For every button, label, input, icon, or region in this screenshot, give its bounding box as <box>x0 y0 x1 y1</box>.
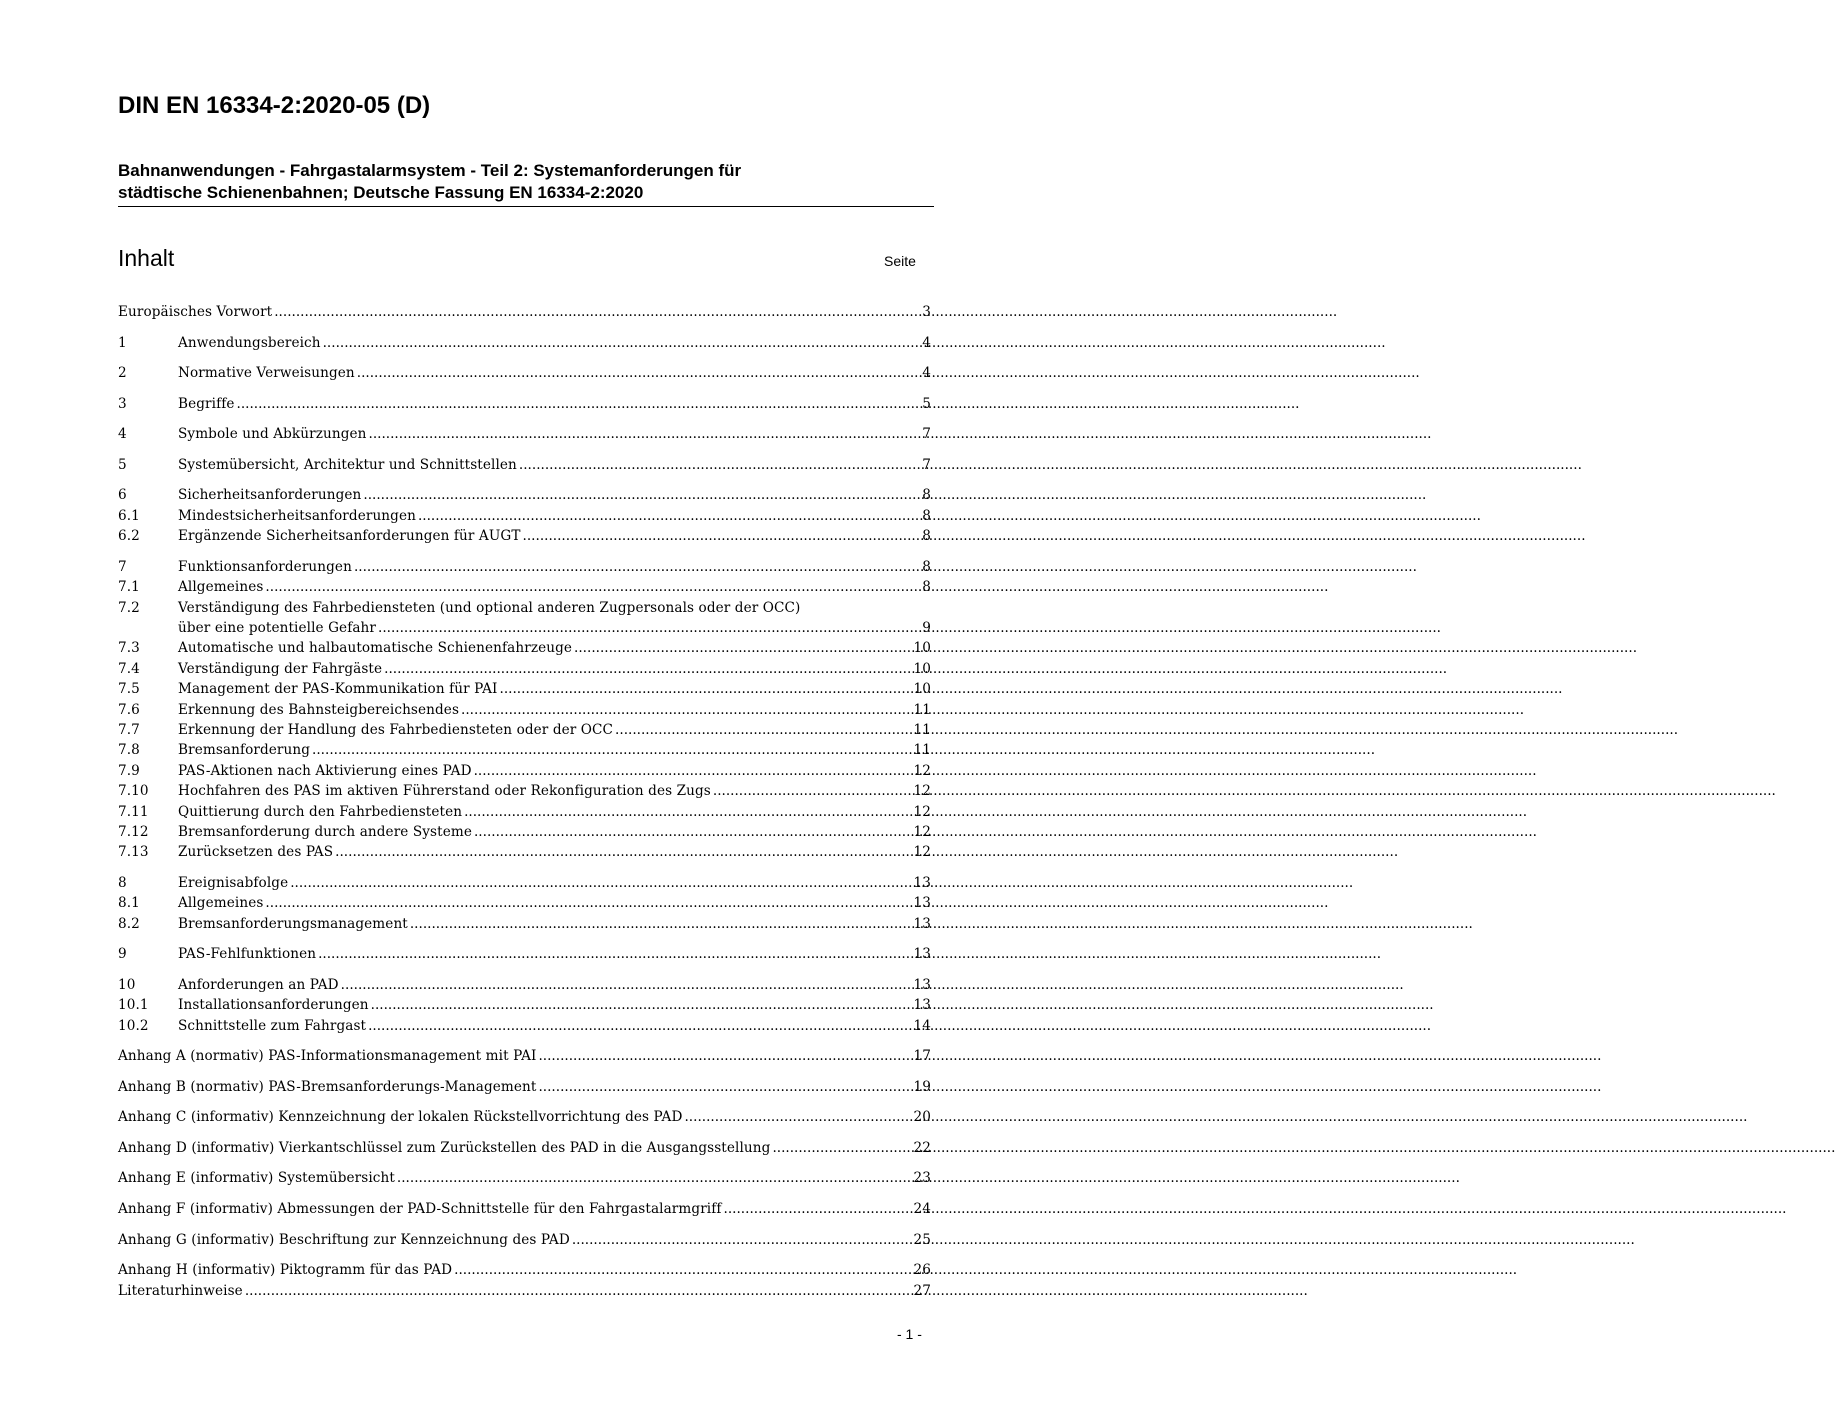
toc-entry-number: 9 <box>118 946 127 963</box>
toc-entry-number: 8.1 <box>118 895 140 912</box>
toc-entry[interactable] <box>118 485 931 505</box>
toc-entry-title: Anhang D (informativ) Vierkantschlüssel zum Zurückstellen des PAD in die Ausgangsstellung <box>118 1139 771 1156</box>
toc-entry-continuation[interactable] <box>118 618 931 638</box>
toc-dot-leader <box>770 1138 913 1158</box>
toc-dot-leader <box>472 822 914 842</box>
toc-dot-leader <box>361 485 922 505</box>
toc-entry-page: 8 <box>922 487 931 504</box>
toc-entry-page: 8 <box>922 528 931 545</box>
toc-entry-number: 6 <box>118 487 127 504</box>
toc-entry-page: 13 <box>913 915 931 932</box>
toc-dot-leader <box>376 618 922 638</box>
toc-entry-title: Hochfahren des PAS im aktiven Führerstand oder Rekonfiguration des Zugs <box>178 783 711 800</box>
toc-dot-leader <box>263 577 922 597</box>
toc-entry-page: 10 <box>913 681 931 698</box>
toc-entry-number: 7.10 <box>118 783 149 800</box>
toc-dot-leader <box>333 842 913 862</box>
toc-entry-number: 8.2 <box>118 915 140 932</box>
page-number: - 1 - <box>897 1326 922 1342</box>
toc-entry[interactable] <box>118 1138 931 1158</box>
toc-entry-number: 7.8 <box>118 742 140 759</box>
toc-dot-leader <box>321 333 923 353</box>
toc-entry[interactable] <box>118 893 931 913</box>
toc-entry-page: 10 <box>913 640 931 657</box>
toc-entry-page: 13 <box>913 946 931 963</box>
toc-entry[interactable] <box>118 638 931 658</box>
toc-entry-number: 7 <box>118 558 127 575</box>
toc-entry-page: 3 <box>922 304 931 320</box>
toc-entry-page: 11 <box>913 742 931 759</box>
toc-entry-number: 3 <box>118 395 127 412</box>
toc-entry[interactable] <box>118 659 931 679</box>
toc-entry-title: Automatische und halbautomatische Schienenfahrzeuge <box>178 640 573 657</box>
toc-entry-number: 7.5 <box>118 681 140 698</box>
toc-entry[interactable] <box>118 740 931 760</box>
toc-entry-page: 4 <box>922 365 931 382</box>
toc-entry-number: 6.2 <box>118 528 140 545</box>
toc-entry-title: Bremsanforderungsmanagement <box>178 915 408 932</box>
toc-dot-leader <box>462 802 913 822</box>
toc-entry-title: Anhang G (informativ) Beschriftung zur Kennzeichnung des PAD <box>118 1231 570 1248</box>
toc-entry-page: 23 <box>913 1170 931 1187</box>
toc-entry-title: Mindestsicherheitsanforderungen <box>178 507 416 524</box>
toc-entry[interactable] <box>118 598 931 618</box>
toc-dot-leader <box>572 638 913 658</box>
toc-entry[interactable] <box>118 1077 931 1097</box>
toc-entry-number: 7.3 <box>118 640 140 657</box>
toc-entry-page: 12 <box>913 823 931 840</box>
toc-dot-leader <box>416 506 922 526</box>
toc-entry-page: 12 <box>913 762 931 779</box>
toc-entry-title: Europäisches Vorwort <box>118 304 273 320</box>
toc-entry[interactable] <box>118 842 931 862</box>
toc-entry-number: 7.6 <box>118 701 140 718</box>
toc-entry-page: 20 <box>913 1109 931 1126</box>
toc-entry-title: Sicherheitsanforderungen <box>178 487 362 504</box>
toc-dot-leader <box>382 659 913 679</box>
toc-entry-page: 10 <box>913 660 931 677</box>
toc-entry-number: 10.2 <box>118 1017 149 1034</box>
toc-entry-title: Management der PAS-Kommunikation für PAI <box>178 681 498 698</box>
toc-entry-title: Anhang F (informativ) Abmessungen der PAD-Schnittstelle für den Fahrgastalarmgriff <box>118 1201 722 1218</box>
toc-entry-page: 11 <box>913 721 931 738</box>
toc-entry-number: 4 <box>118 426 127 443</box>
toc-entry-title: Anhang B (normativ) PAS-Bremsanforderungs-Management <box>118 1078 537 1095</box>
toc-entry-title: Erkennung des Bahnsteigbereichsendes <box>178 701 460 718</box>
toc-dot-leader <box>288 873 913 893</box>
toc-dot-leader <box>395 1168 914 1188</box>
toc-entry-page: 14 <box>913 1017 931 1034</box>
toc-entry-title: Schnittstelle zum Fahrgast <box>178 1017 367 1034</box>
toc-entry-page: 12 <box>913 803 931 820</box>
toc-entry-title: PAS-Fehlfunktionen <box>178 946 317 963</box>
toc-heading: Inhalt <box>118 245 175 271</box>
toc-entry-title: Normative Verweisungen <box>178 365 355 382</box>
toc-entry-page: 24 <box>913 1201 931 1218</box>
toc-entry-number: 7.1 <box>118 579 140 596</box>
toc-entry[interactable] <box>118 302 931 322</box>
toc-entry[interactable] <box>118 802 931 822</box>
toc-entry-number: 1 <box>118 334 127 351</box>
toc-entry[interactable] <box>118 995 931 1015</box>
toc-entry-title: Bremsanforderung durch andere Systeme <box>178 823 472 840</box>
toc-entry-page: 13 <box>913 997 931 1014</box>
toc-dot-leader <box>459 700 913 720</box>
document-id: DIN EN 16334-2:2020-05 (D) <box>118 92 431 119</box>
toc-dot-leader <box>272 302 922 322</box>
toc-entry[interactable] <box>118 1230 931 1250</box>
toc-entry-title: Installationsanforderungen <box>178 997 369 1014</box>
toc-entry[interactable] <box>118 720 931 740</box>
toc-dot-leader <box>521 526 923 546</box>
toc-dot-leader <box>613 720 913 740</box>
toc-entry[interactable] <box>118 1260 931 1280</box>
toc-dot-leader <box>452 1260 913 1280</box>
toc-entry-page: 13 <box>913 976 931 993</box>
toc-entry-page: 8 <box>922 507 931 524</box>
toc-entry[interactable] <box>118 1046 931 1066</box>
toc-entry-page: 4 <box>922 334 931 351</box>
toc-dot-leader <box>536 1046 913 1066</box>
toc-dot-leader <box>570 1230 914 1250</box>
toc-entry-page: 7 <box>922 456 931 473</box>
toc-entry-page: 17 <box>913 1048 931 1065</box>
toc-entry-page: 22 <box>913 1139 931 1156</box>
toc-dot-leader <box>498 679 914 699</box>
toc-entry[interactable] <box>118 1199 931 1219</box>
toc-entry[interactable] <box>118 394 931 414</box>
toc-entry-page: 7 <box>922 426 931 443</box>
toc-dot-leader <box>339 975 914 995</box>
toc-entry-title: Anhang A (normativ) PAS-Informationsmanagement mit PAI <box>118 1048 537 1065</box>
toc-entry-number: 8 <box>118 874 127 891</box>
toc-dot-leader <box>355 363 922 383</box>
toc-entry[interactable] <box>118 761 931 781</box>
toc-dot-leader <box>352 557 922 577</box>
toc-entry[interactable] <box>118 1281 931 1301</box>
toc-entry-page: 13 <box>913 895 931 912</box>
toc-entry-page: 5 <box>922 395 931 412</box>
toc-entry[interactable] <box>118 333 931 353</box>
toc-entry-page: 26 <box>913 1262 931 1279</box>
toc-entry-title: Anhang C (informativ) Kennzeichnung der lokalen Rückstellvorrichtung des PAD <box>118 1109 683 1126</box>
toc-entry[interactable] <box>118 822 931 842</box>
toc-dot-leader <box>722 1199 914 1219</box>
toc-entry[interactable] <box>118 944 931 964</box>
toc-entry[interactable] <box>118 363 931 383</box>
toc-entry-title: Begriffe <box>178 395 235 412</box>
toc-entry[interactable] <box>118 679 931 699</box>
toc-dot-leader <box>369 995 914 1015</box>
toc-entry-title: Bremsanforderung <box>178 742 311 759</box>
toc-entry-title: Anforderungen an PAD <box>178 976 339 993</box>
toc-entry-number: 7.7 <box>118 721 140 738</box>
toc-entry-title: Ereignisabfolge <box>178 874 289 891</box>
toc-entry[interactable] <box>118 577 931 597</box>
toc-entry-page: 19 <box>913 1078 931 1095</box>
toc-entry-page: 27 <box>913 1282 931 1299</box>
toc-page-column-label: Seite <box>884 253 916 269</box>
toc-entry-number: 6.1 <box>118 507 140 524</box>
toc-entry-title: Symbole und Abkürzungen <box>178 426 367 443</box>
toc-entry-number: 5 <box>118 456 127 473</box>
toc-entry-title-continuation: über eine potentielle Gefahr <box>178 620 376 636</box>
toc-entry[interactable] <box>118 700 931 720</box>
toc-dot-leader <box>367 424 923 444</box>
toc-dot-leader <box>682 1107 913 1127</box>
toc-entry-title: Anwendungsbereich <box>178 334 321 351</box>
toc-entry[interactable] <box>118 975 931 995</box>
toc-dot-leader <box>366 1016 913 1036</box>
toc-entry-number: 10 <box>118 976 136 993</box>
document-title <box>118 160 918 204</box>
toc-entry-number: 2 <box>118 365 127 382</box>
toc-entry-title: Allgemeines <box>178 895 264 912</box>
toc-entry[interactable] <box>118 557 931 577</box>
toc-entry[interactable] <box>118 506 931 526</box>
toc-dot-leader <box>316 944 913 964</box>
toc-entry-number: 7.12 <box>118 823 149 840</box>
toc-entry-page: 12 <box>913 783 931 800</box>
toc-entry-title: Anhang E (informativ) Systemübersicht <box>118 1170 395 1187</box>
toc-dot-leader <box>263 893 913 913</box>
toc-entry-page: 8 <box>922 558 931 575</box>
toc-entry[interactable] <box>118 455 931 475</box>
toc-entry-number: 7.11 <box>118 803 149 820</box>
document-title-line: städtische Schienenbahnen; Deutsche Fassung EN 16334-2:2020 <box>118 183 644 202</box>
toc-entry-title: Quittierung durch den Fahrbediensteten <box>178 803 463 820</box>
toc-entry-number: 10.1 <box>118 997 149 1014</box>
toc-entry[interactable] <box>118 873 931 893</box>
toc-entry-page: 11 <box>913 701 931 718</box>
toc-entry-title: Verständigung des Fahrbediensteten (und optional anderen Zugpersonals oder der OCC) <box>178 599 801 616</box>
toc-entry-number: 7.13 <box>118 844 149 861</box>
toc-entry-page: 8 <box>922 579 931 596</box>
toc-entry-title: PAS-Aktionen nach Aktivierung eines PAD <box>178 762 472 779</box>
toc-entry-title: Ergänzende Sicherheitsanforderungen für AUGT <box>178 528 521 545</box>
toc-entry-number: 7.4 <box>118 660 140 677</box>
toc-entry-title: Allgemeines <box>178 579 264 596</box>
toc-entry-number: 7.2 <box>118 599 140 616</box>
toc-dot-leader <box>310 740 913 760</box>
toc-entry-page: 25 <box>913 1231 931 1248</box>
toc-entry[interactable] <box>118 424 931 444</box>
table-of-contents <box>118 302 931 1301</box>
toc-entry-title: Funktionsanforderungen <box>178 558 352 575</box>
toc-entry[interactable] <box>118 526 931 546</box>
toc-entry-page: 9 <box>922 620 931 636</box>
toc-entry-page: 12 <box>913 844 931 861</box>
toc-entry-number: 7.9 <box>118 762 140 779</box>
document-title-line: Bahnanwendungen - Fahrgastalarmsystem - Teil 2: Systemanforderungen für <box>118 161 742 180</box>
toc-entry[interactable] <box>118 1016 931 1036</box>
toc-entry[interactable] <box>118 914 931 934</box>
toc-dot-leader <box>711 781 914 801</box>
toc-dot-leader <box>472 761 914 781</box>
toc-entry-title: Verständigung der Fahrgäste <box>178 660 383 677</box>
toc-entry-title: Anhang H (informativ) Piktogramm für das PAD <box>118 1262 453 1279</box>
title-divider <box>118 206 934 207</box>
toc-dot-leader <box>517 455 922 475</box>
toc-dot-leader <box>243 1281 914 1301</box>
toc-entry-title: Erkennung der Handlung des Fahrbediensteten oder der OCC <box>178 721 614 738</box>
toc-entry-page: 13 <box>913 874 931 891</box>
toc-entry[interactable] <box>118 781 931 801</box>
toc-entry[interactable] <box>118 1168 931 1188</box>
toc-dot-leader <box>536 1077 913 1097</box>
toc-entry[interactable] <box>118 1107 931 1127</box>
toc-entry-title: Systemübersicht, Architektur und Schnittstellen <box>178 456 517 473</box>
toc-dot-leader <box>408 914 914 934</box>
toc-entry-title: Zurücksetzen des PAS <box>178 844 334 861</box>
toc-dot-leader <box>235 394 923 414</box>
toc-entry-title: Literaturhinweise <box>118 1282 243 1299</box>
